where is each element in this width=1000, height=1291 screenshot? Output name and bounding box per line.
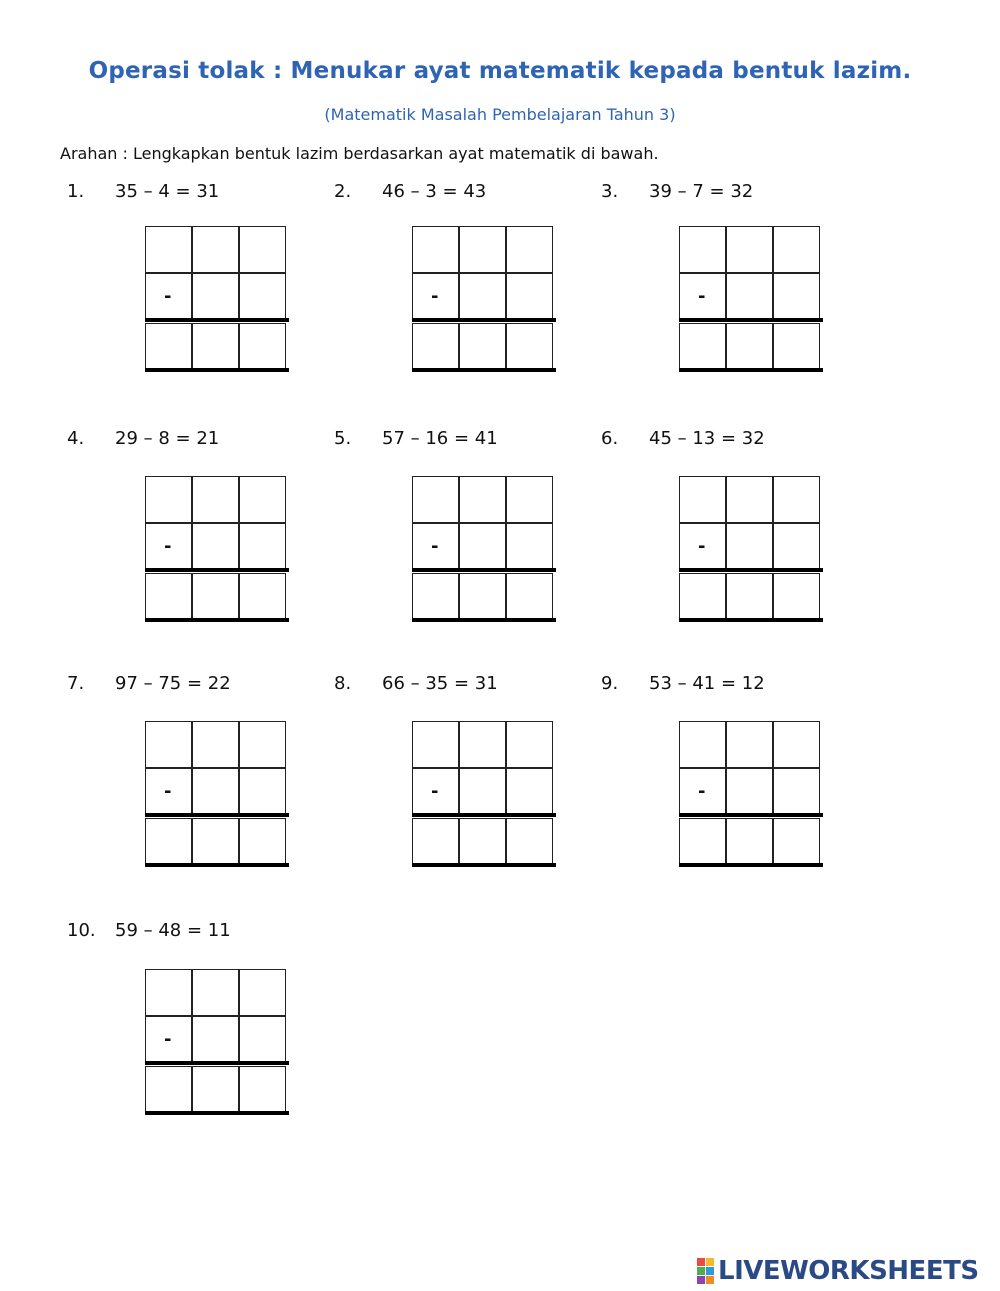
answer-cell-r1-c1[interactable] — [145, 226, 192, 273]
logo-block — [697, 1258, 705, 1266]
answer-cell-r2-c2[interactable] — [726, 523, 773, 570]
minus-sign: - — [164, 1029, 172, 1050]
logo-block — [706, 1276, 714, 1284]
answer-cell-r2-c2[interactable] — [459, 523, 506, 570]
answer-cell-r2-c3[interactable] — [773, 273, 820, 320]
logo-block — [706, 1258, 714, 1266]
problem-expression: 57 – 16 = 41 — [382, 428, 498, 449]
bottom-line — [145, 368, 289, 372]
answer-cell-r2-c2[interactable] — [459, 768, 506, 815]
answer-line — [412, 318, 556, 322]
problem-number: 10. — [67, 920, 96, 941]
problem-6 — [601, 428, 871, 628]
answer-cell-r2-c1[interactable] — [145, 1016, 192, 1063]
bottom-line — [679, 368, 823, 372]
answer-cell-r3-c2[interactable] — [726, 573, 773, 620]
answer-cell-r3-c1[interactable] — [145, 323, 192, 370]
bottom-line — [412, 368, 556, 372]
answer-cell-r2-c2[interactable] — [726, 768, 773, 815]
answer-cell-r2-c1[interactable] — [145, 768, 192, 815]
answer-cell-r1-c3[interactable] — [239, 226, 286, 273]
answer-cell-r1-c2[interactable] — [726, 721, 773, 768]
problem-number: 1. — [67, 181, 85, 202]
answer-cell-r1-c3[interactable] — [506, 226, 553, 273]
answer-grid — [412, 226, 556, 374]
answer-cell-r1-c2[interactable] — [192, 226, 239, 273]
answer-cell-r2-c3[interactable] — [239, 1016, 286, 1063]
answer-cell-r2-c2[interactable] — [192, 768, 239, 815]
answer-cell-r2-c2[interactable] — [192, 523, 239, 570]
answer-cell-r1-c3[interactable] — [239, 969, 286, 1016]
answer-cell-r1-c3[interactable] — [239, 476, 286, 523]
answer-cell-r2-c2[interactable] — [192, 1016, 239, 1063]
answer-line — [145, 1061, 289, 1065]
page-subtitle: (Matematik Masalah Pembelajaran Tahun 3) — [324, 105, 676, 124]
answer-cell-r1-c2[interactable] — [192, 969, 239, 1016]
answer-cell-r3-c2[interactable] — [192, 573, 239, 620]
problem-number: 4. — [67, 428, 85, 449]
answer-cell-r3-c1[interactable] — [679, 818, 726, 865]
minus-sign: - — [698, 536, 706, 557]
answer-cell-r2-c3[interactable] — [239, 523, 286, 570]
answer-cell-r1-c1[interactable] — [412, 226, 459, 273]
answer-grid — [412, 476, 556, 624]
answer-cell-r2-c2[interactable] — [726, 273, 773, 320]
answer-cell-r2-c1[interactable] — [679, 768, 726, 815]
answer-cell-r3-c1[interactable] — [412, 818, 459, 865]
problem-number: 8. — [334, 673, 352, 694]
answer-cell-r2-c2[interactable] — [192, 273, 239, 320]
answer-cell-r3-c3[interactable] — [506, 573, 553, 620]
answer-cell-r2-c3[interactable] — [239, 768, 286, 815]
problem-expression: 97 – 75 = 22 — [115, 673, 231, 694]
answer-line — [679, 318, 823, 322]
minus-sign: - — [431, 781, 439, 802]
problem-4 — [67, 428, 337, 628]
answer-cell-r3-c3[interactable] — [773, 573, 820, 620]
answer-cell-r2-c1[interactable] — [412, 273, 459, 320]
answer-cell-r3-c2[interactable] — [726, 818, 773, 865]
problem-expression: 45 – 13 = 32 — [649, 428, 765, 449]
answer-cell-r2-c3[interactable] — [506, 523, 553, 570]
answer-cell-r1-c1[interactable] — [679, 721, 726, 768]
problem-expression: 29 – 8 = 21 — [115, 428, 220, 449]
problem-number: 2. — [334, 181, 352, 202]
answer-cell-r2-c1[interactable] — [145, 523, 192, 570]
answer-cell-r3-c1[interactable] — [679, 573, 726, 620]
problem-10 — [67, 920, 337, 1120]
answer-cell-r1-c3[interactable] — [506, 721, 553, 768]
answer-cell-r1-c1[interactable] — [145, 969, 192, 1016]
logo-text: LIVEWORKSHEETS — [718, 1256, 979, 1286]
minus-sign: - — [698, 781, 706, 802]
answer-cell-r3-c3[interactable] — [506, 323, 553, 370]
bottom-line — [145, 1111, 289, 1115]
answer-cell-r2-c3[interactable] — [773, 768, 820, 815]
answer-cell-r1-c3[interactable] — [506, 476, 553, 523]
answer-grid — [412, 721, 556, 869]
answer-grid — [145, 476, 289, 624]
instruction-text: Arahan : Lengkapkan bentuk lazim berdasarkan ayat matematik di bawah. — [60, 144, 659, 163]
answer-cell-r3-c2[interactable] — [726, 323, 773, 370]
problem-8 — [334, 673, 604, 873]
answer-cell-r3-c2[interactable] — [459, 573, 506, 620]
answer-cell-r3-c3[interactable] — [239, 1066, 286, 1113]
problem-1 — [67, 181, 337, 381]
answer-grid — [145, 969, 289, 1117]
answer-cell-r2-c3[interactable] — [239, 273, 286, 320]
answer-cell-r3-c3[interactable] — [773, 818, 820, 865]
logo-block — [697, 1276, 705, 1284]
answer-cell-r3-c2[interactable] — [192, 323, 239, 370]
answer-grid — [679, 476, 823, 624]
answer-line — [412, 568, 556, 572]
bottom-line — [679, 863, 823, 867]
answer-cell-r2-c3[interactable] — [506, 273, 553, 320]
answer-line — [679, 568, 823, 572]
answer-cell-r1-c3[interactable] — [773, 721, 820, 768]
liveworksheets-logo — [697, 1256, 979, 1286]
bottom-line — [412, 863, 556, 867]
problem-number: 3. — [601, 181, 619, 202]
answer-grid — [145, 226, 289, 374]
answer-cell-r3-c3[interactable] — [239, 573, 286, 620]
answer-cell-r1-c2[interactable] — [192, 476, 239, 523]
minus-sign: - — [164, 286, 172, 307]
bottom-line — [412, 618, 556, 622]
answer-cell-r1-c1[interactable] — [412, 721, 459, 768]
answer-cell-r3-c3[interactable] — [239, 818, 286, 865]
problem-9 — [601, 673, 871, 873]
bottom-line — [145, 863, 289, 867]
problem-expression: 59 – 48 = 11 — [115, 920, 231, 941]
answer-cell-r2-c3[interactable] — [506, 768, 553, 815]
problem-7 — [67, 673, 337, 873]
answer-cell-r3-c1[interactable] — [145, 818, 192, 865]
liveworksheets-logo-mark-icon — [697, 1258, 714, 1284]
answer-cell-r1-c1[interactable] — [145, 476, 192, 523]
answer-cell-r3-c1[interactable] — [412, 573, 459, 620]
answer-line — [679, 813, 823, 817]
answer-cell-r1-c3[interactable] — [773, 226, 820, 273]
minus-sign: - — [431, 286, 439, 307]
answer-cell-r2-c1[interactable] — [412, 768, 459, 815]
answer-cell-r2-c1[interactable] — [679, 523, 726, 570]
minus-sign: - — [164, 536, 172, 557]
answer-cell-r3-c1[interactable] — [679, 323, 726, 370]
answer-cell-r1-c1[interactable] — [679, 476, 726, 523]
answer-cell-r1-c2[interactable] — [726, 476, 773, 523]
answer-grid — [145, 721, 289, 869]
answer-cell-r3-c2[interactable] — [192, 1066, 239, 1113]
bottom-line — [679, 618, 823, 622]
answer-cell-r3-c3[interactable] — [239, 323, 286, 370]
answer-cell-r2-c2[interactable] — [459, 273, 506, 320]
answer-cell-r3-c1[interactable] — [145, 1066, 192, 1113]
answer-cell-r3-c1[interactable] — [412, 323, 459, 370]
answer-cell-r2-c1[interactable] — [679, 273, 726, 320]
logo-block — [697, 1267, 705, 1275]
page-title: Operasi tolak : Menukar ayat matematik kepada bentuk lazim. — [88, 58, 912, 84]
problem-number: 6. — [601, 428, 619, 449]
minus-sign: - — [431, 536, 439, 557]
answer-cell-r1-c2[interactable] — [459, 226, 506, 273]
answer-cell-r1-c1[interactable] — [679, 226, 726, 273]
answer-line — [145, 318, 289, 322]
answer-cell-r1-c2[interactable] — [192, 721, 239, 768]
answer-cell-r1-c1[interactable] — [145, 721, 192, 768]
answer-cell-r1-c2[interactable] — [459, 721, 506, 768]
problem-expression: 53 – 41 = 12 — [649, 673, 765, 694]
logo-block — [706, 1267, 714, 1275]
problem-2 — [334, 181, 604, 381]
problem-expression: 39 – 7 = 32 — [649, 181, 754, 202]
problem-expression: 35 – 4 = 31 — [115, 181, 220, 202]
answer-grid — [679, 721, 823, 869]
answer-cell-r1-c3[interactable] — [773, 476, 820, 523]
answer-line — [145, 813, 289, 817]
problem-number: 7. — [67, 673, 85, 694]
answer-cell-r2-c1[interactable] — [145, 273, 192, 320]
answer-line — [145, 568, 289, 572]
answer-cell-r3-c1[interactable] — [145, 573, 192, 620]
answer-cell-r1-c2[interactable] — [726, 226, 773, 273]
answer-cell-r3-c2[interactable] — [192, 818, 239, 865]
answer-cell-r2-c3[interactable] — [773, 523, 820, 570]
problem-3 — [601, 181, 871, 381]
problem-5 — [334, 428, 604, 628]
answer-cell-r1-c2[interactable] — [459, 476, 506, 523]
minus-sign: - — [164, 781, 172, 802]
problem-number: 5. — [334, 428, 352, 449]
answer-cell-r1-c3[interactable] — [239, 721, 286, 768]
problem-expression: 46 – 3 = 43 — [382, 181, 487, 202]
bottom-line — [145, 618, 289, 622]
minus-sign: - — [698, 286, 706, 307]
answer-cell-r3-c2[interactable] — [459, 818, 506, 865]
answer-cell-r3-c3[interactable] — [506, 818, 553, 865]
answer-cell-r3-c2[interactable] — [459, 323, 506, 370]
answer-grid — [679, 226, 823, 374]
problem-expression: 66 – 35 = 31 — [382, 673, 498, 694]
answer-cell-r3-c3[interactable] — [773, 323, 820, 370]
answer-line — [412, 813, 556, 817]
problem-number: 9. — [601, 673, 619, 694]
answer-cell-r2-c1[interactable] — [412, 523, 459, 570]
answer-cell-r1-c1[interactable] — [412, 476, 459, 523]
